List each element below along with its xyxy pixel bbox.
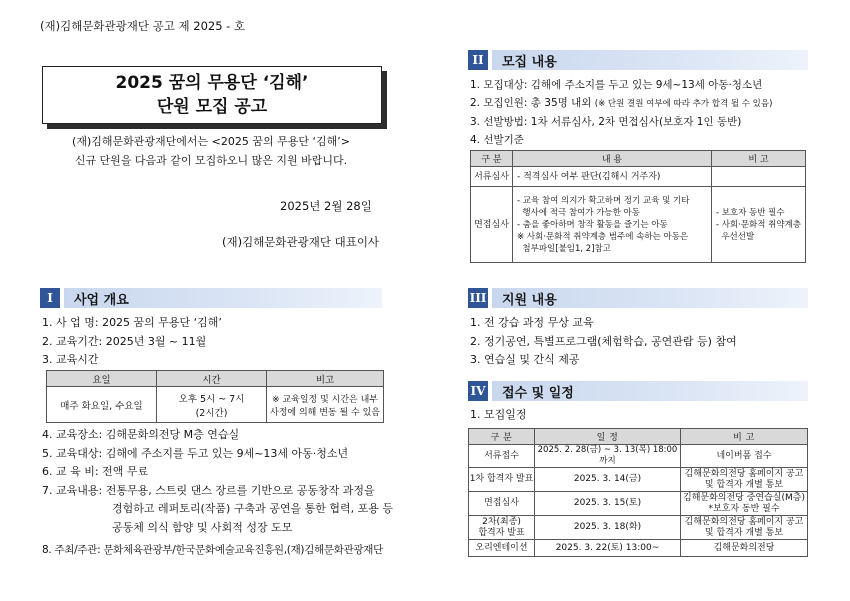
intro-line-2: 신규 단원을 다음과 같이 모집하오니 많은 지원 바랍니다. bbox=[74, 154, 348, 167]
section-3-title: 지원 내용 bbox=[492, 288, 808, 308]
sched-note-line: 김해문화의전당 홈페이지 공고 bbox=[684, 468, 804, 479]
sched-label-line: 합격자 발표 bbox=[478, 527, 525, 538]
list-item-continuation: 공동체 의식 함양 및 사회적 성장 도모 bbox=[112, 520, 293, 534]
sched-note-line: 김해문화의전당 홈페이지 공고 bbox=[684, 516, 804, 527]
interview-note-line: - 보호자 동반 필수 bbox=[715, 207, 785, 218]
sched-note-line: *보호자 동반 필수 bbox=[708, 503, 780, 514]
cell-interview-remark bbox=[711, 187, 805, 263]
list-item-continuation: 경험하고 레퍼토리(작품) 구축과 공연을 통한 협력, 포용 등 bbox=[112, 502, 393, 515]
list-item: 6. 교 육 비: 전액 무료 bbox=[42, 465, 149, 478]
list-item: 2. 정기공연, 특별프로그램(체험학습, 공연관람 등) 참여 bbox=[470, 334, 737, 348]
notice-number: (재)김해문화관광재단 공고 제 2025 - 호 bbox=[40, 19, 246, 33]
section-3-header bbox=[468, 288, 808, 308]
sched-date: 2025. 2. 28(금) ~ 3. 13(목) 18:00까지 bbox=[535, 445, 681, 468]
sched-label-line: 2차(최종) bbox=[482, 516, 521, 527]
section-1-list-b bbox=[42, 426, 393, 560]
interview-line: 첨부파일[붙임1, 2]참고 bbox=[517, 243, 611, 254]
section-1-number: I bbox=[40, 288, 60, 308]
list-item: 4. 선발기준 bbox=[470, 134, 524, 146]
sched-note: 김해문화의전당 bbox=[681, 540, 808, 557]
recruit-count: 2. 모집인원: 총 35명 내외 bbox=[470, 97, 592, 109]
interview-line: - 춤을 좋아하며 창작 활동을 즐기는 아동 bbox=[517, 219, 668, 230]
announce-date: 2025년 2월 28일 bbox=[280, 199, 372, 213]
section-3-number: III bbox=[468, 288, 488, 308]
cell-doc-content: - 적격심사 여부 판단(김해시 거주자) bbox=[513, 167, 712, 187]
th-sched-date: 일 정 bbox=[535, 429, 681, 445]
note-line-2: 사정에 의해 변동 될 수 있음 bbox=[270, 407, 380, 418]
list-item: 5. 교육대상: 김해에 주소지를 두고 있는 9세~13세 아동·청소년 bbox=[42, 446, 349, 460]
sched-note-line: 및 합격자 개별 통보 bbox=[704, 479, 784, 490]
sched-note bbox=[681, 468, 808, 492]
sched-label: 서류접수 bbox=[469, 445, 535, 468]
sched-date: 2025. 3. 18(화) bbox=[535, 516, 681, 540]
note-line-1: ※ 교육일정 및 시간은 내부 bbox=[272, 394, 378, 405]
table-row bbox=[469, 540, 808, 557]
section-4-subtitle: 1. 모집일정 bbox=[470, 408, 527, 421]
list-item: 1. 사 업 명: 2025 꿈의 무용단 ‘김해’ bbox=[42, 316, 222, 329]
list-item: 1. 모집대상: 김해에 주소지를 두고 있는 9세~13세 아동·청소년 bbox=[470, 79, 763, 91]
interview-line: 행사에 적극 참여가 가능한 아동 bbox=[517, 207, 640, 218]
cell-time bbox=[157, 387, 267, 423]
interview-line: ※ 사회·문화적 취약계층 범주에 속하는 아동은 bbox=[517, 231, 689, 242]
list-item: 3. 교육시간 bbox=[42, 353, 99, 366]
time-line-1: 오후 5시 ~ 7시 bbox=[178, 393, 245, 405]
sched-note bbox=[681, 492, 808, 516]
th-time: 시간 bbox=[157, 371, 267, 387]
signer: (재)김해문화관광재단 대표이사 bbox=[222, 235, 380, 249]
section-3-list bbox=[470, 314, 737, 370]
intro-line-1: (재)김해문화관광재단에서는 <2025 꿈의 무용단 ‘김해’> bbox=[72, 135, 350, 148]
recruit-note: (※ 단원 결원 여부에 따라 추가 합격 될 수 있음) bbox=[594, 99, 773, 109]
title-line-2: 단원 모집 공고 bbox=[156, 97, 268, 117]
cell-interview-label: 면접심사 bbox=[471, 187, 513, 263]
section-1-title: 사업 개요 bbox=[64, 288, 382, 308]
section-2-list bbox=[470, 76, 772, 149]
title-box bbox=[42, 66, 382, 124]
th-day: 요일 bbox=[47, 371, 157, 387]
cell-note bbox=[267, 387, 384, 423]
list-item: 3. 선발방법: 1차 서류심사, 2차 면접심사(보호자 1인 동반) bbox=[470, 116, 742, 128]
section-4-title: 접수 및 일정 bbox=[492, 381, 808, 401]
time-line-2: (2시간) bbox=[195, 407, 228, 419]
th-note: 비고 bbox=[267, 371, 384, 387]
section-2-title: 모집 내용 bbox=[492, 50, 808, 70]
interview-line: - 교육 참여 의지가 확고하며 정기 교육 및 기타 bbox=[517, 195, 690, 206]
sched-note-line: 김해문화의전당 중연습실(M층) bbox=[683, 492, 805, 503]
list-item: 1. 전 강습 과정 무상 교육 bbox=[470, 316, 594, 329]
th-remark: 비 고 bbox=[711, 151, 805, 167]
sched-date: 2025. 3. 14(금) bbox=[535, 468, 681, 492]
schedule-table bbox=[468, 428, 808, 557]
list-item: 3. 연습실 및 간식 제공 bbox=[470, 353, 580, 366]
interview-note-line: - 사회·문화적 취약계층 bbox=[715, 219, 801, 230]
th-sched-note: 비 고 bbox=[681, 429, 808, 445]
time-table bbox=[46, 370, 384, 423]
section-4-number: IV bbox=[468, 381, 488, 401]
th-sched-category: 구 분 bbox=[469, 429, 535, 445]
sched-note bbox=[681, 516, 808, 540]
sched-label bbox=[469, 516, 535, 540]
table-row bbox=[469, 492, 808, 516]
list-item-organizer: 8. 주최/주관: 문화체육관광부/한국문화예술교육진흥원,(재)김해문화관광재단 bbox=[42, 544, 383, 556]
section-1-list-a bbox=[42, 314, 222, 370]
section-2-header bbox=[468, 50, 808, 70]
sched-note-line: 및 합격자 개별 통보 bbox=[704, 527, 784, 538]
cell-doc-label: 서류심사 bbox=[471, 167, 513, 187]
criteria-table bbox=[470, 150, 806, 263]
cell-interview-content bbox=[513, 187, 712, 263]
list-item: 2. 교육기간: 2025년 3월 ~ 11월 bbox=[42, 334, 207, 348]
cell-doc-remark bbox=[711, 167, 805, 187]
section-1-header bbox=[40, 288, 382, 308]
sched-note: 네이버폼 접수 bbox=[681, 445, 808, 468]
sched-label: 오리엔테이션 bbox=[469, 540, 535, 557]
section-4-header bbox=[468, 381, 808, 401]
th-content: 내 용 bbox=[513, 151, 712, 167]
cell-day: 매주 화요일, 수요일 bbox=[47, 387, 157, 423]
sched-date: 2025. 3. 15(토) bbox=[535, 492, 681, 516]
table-row bbox=[469, 468, 808, 492]
sched-label: 면접심사 bbox=[469, 492, 535, 516]
intro-text bbox=[36, 132, 386, 170]
table-row bbox=[469, 445, 808, 468]
sched-date: 2025. 3. 22(토) 13:00~ bbox=[535, 540, 681, 557]
list-item bbox=[470, 94, 772, 113]
table-row bbox=[469, 516, 808, 540]
list-item: 7. 교육내용: 전통무용, 스트릿 댄스 장르를 기반으로 공동창작 과정을 bbox=[42, 483, 375, 497]
list-item: 4. 교육장소: 김해문화의전당 M층 연습실 bbox=[42, 428, 240, 441]
interview-note-line: 우선선발 bbox=[715, 231, 755, 242]
title-line-1: 2025 꿈의 무용단 ‘김해’ bbox=[115, 73, 309, 93]
section-2-number: II bbox=[468, 50, 488, 70]
sched-label: 1차 합격자 발표 bbox=[469, 468, 535, 492]
th-category: 구 분 bbox=[471, 151, 513, 167]
